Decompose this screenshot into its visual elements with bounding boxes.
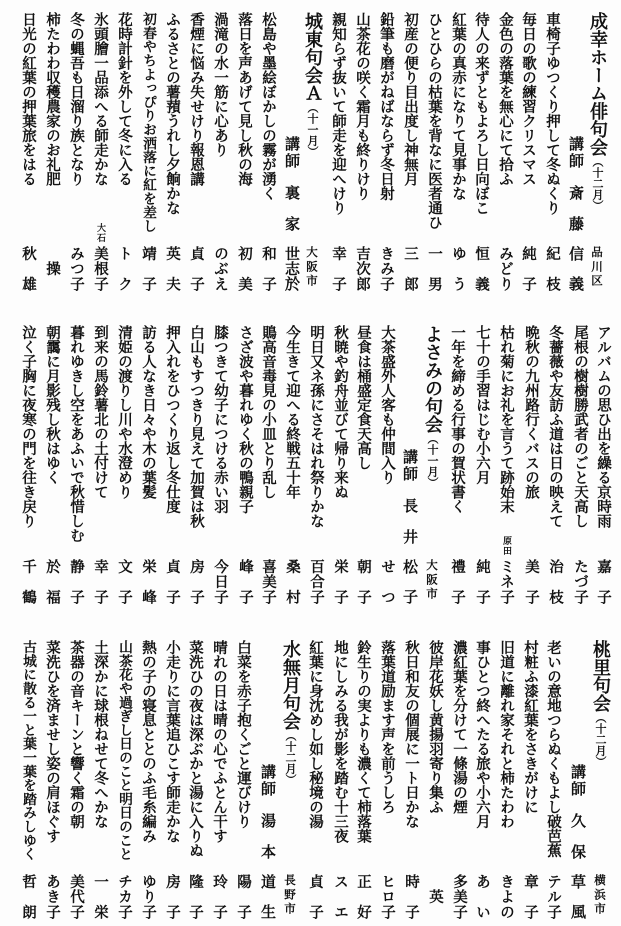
haiku-entry <box>64 0 88 300</box>
haiku-entry <box>208 0 232 300</box>
haiku-author: 正好 <box>355 874 371 919</box>
haiku-author: 隆子 <box>187 874 203 919</box>
haiku-author: 禮子 <box>449 559 465 604</box>
haiku-author: きみ子 <box>378 246 394 291</box>
haiku-text: 毎日の歌の練習クリスマス <box>520 12 536 186</box>
haiku-entry <box>40 0 64 300</box>
haiku-author: 貞子 <box>188 246 204 291</box>
haiku-text: 事ひとつ終へたる旅や小六月 <box>474 640 490 829</box>
haiku-entry <box>568 313 592 613</box>
haiku-entry <box>326 0 350 300</box>
haiku-text: 渦滝の水一筋に心あり <box>212 12 228 157</box>
haiku-text: 待人の来ずともよろし日向ぼこ <box>473 12 489 215</box>
haiku-text: 香煙に悩み失せけり報恩講 <box>188 12 204 186</box>
haiku-author: 時子 <box>403 874 419 919</box>
haiku-text: 落日を声あげて見し秋の海 <box>236 12 252 186</box>
lecturer-label: 講師 <box>283 136 301 168</box>
haiku-entry <box>398 0 422 300</box>
haiku-author: せつ <box>379 559 395 604</box>
haiku-text: 山茶花の咲く霜月も終りけり <box>354 12 370 201</box>
haiku-author: 房子 <box>164 874 180 919</box>
haiku-author: 多美子 <box>451 874 467 919</box>
haiku-entry <box>256 313 280 613</box>
haiku-entry <box>88 628 112 926</box>
haiku-entry <box>494 313 518 613</box>
section-title: 桃里句会 <box>590 640 611 712</box>
haiku-author: 一男 <box>426 246 442 291</box>
section-heading <box>588 640 612 767</box>
lecturer-surname: 久保 <box>569 813 587 859</box>
haiku-entry <box>470 313 494 613</box>
haiku-author: トク <box>116 246 132 291</box>
lecturer-given-name: 松子 <box>401 559 419 604</box>
haiku-entry <box>88 0 112 300</box>
section-title: 水無月句会 <box>280 640 301 730</box>
haiku-entry <box>40 313 64 613</box>
lecturer-given-name: 世志於 <box>283 246 301 291</box>
haiku-author: みつ子 <box>68 246 84 291</box>
haiku-text: 尾根の樹樹勝武者のごと天高し <box>572 325 588 528</box>
haiku-text: 土深かに球根ねせて冬へかな <box>92 640 108 829</box>
haiku-text: 冬薔薇や友訪ふ道は日の映えて <box>547 325 563 528</box>
haiku-text: 松島や墨絵ぼかしの霧が湧く <box>260 12 276 201</box>
haiku-entry <box>64 313 88 613</box>
haiku-entry <box>208 313 232 613</box>
section-heading <box>278 640 302 785</box>
haiku-text: 旧道に離れ家それと柿たわわ <box>498 640 514 829</box>
haiku-text: 白山もすつきり見えて加賀は秋 <box>188 325 204 528</box>
haiku-author: 嘉子 <box>595 559 611 604</box>
haiku-text: 濃紅葉を分けて一條湯の煙 <box>451 640 467 814</box>
haiku-author: 三郎 <box>402 246 418 291</box>
lecturer-surname: 湯本 <box>259 813 277 859</box>
haiku-text: 押入れをひつくり返し冬仕度 <box>164 325 180 514</box>
haiku-author: 純子 <box>474 559 490 604</box>
author-surname-prefix: 原田 <box>501 536 511 555</box>
haiku-text: さざ波や暮れゆく秋の鴨親子 <box>237 325 253 514</box>
haiku-text: 菜洗ひを済ませし姿の肩ほぐす <box>44 640 60 843</box>
haiku-text: 茶器の音キーンと響く霜の朝 <box>68 640 84 829</box>
haiku-entry <box>375 628 399 926</box>
haiku-author: 桑村 <box>284 559 300 604</box>
haiku-author: 美代子 <box>68 874 84 919</box>
haiku-text: 大茶盛外人客も仲間入り <box>379 325 395 485</box>
haiku-entry <box>470 628 494 926</box>
haiku-entry <box>494 628 518 926</box>
haiku-text: 柿たわわ収穫農家のお礼肥 <box>44 12 60 186</box>
lecturer-given-name: 信義 <box>567 246 585 291</box>
haiku-entry <box>374 0 398 300</box>
haiku-entry <box>183 628 207 926</box>
haiku-author: 一栄 <box>92 874 108 919</box>
haiku-author: 美根子 <box>92 246 108 291</box>
lecturer-column <box>280 0 304 300</box>
haiku-entry <box>304 313 328 613</box>
haiku-text: 地にしみる我が影を踏む十三夜 <box>332 640 348 843</box>
author-surname-prefix: 大石 <box>95 223 105 242</box>
haiku-text: 膝つきて幼子につける赤い羽 <box>212 325 228 514</box>
haiku-entry <box>375 313 399 613</box>
haiku-text: 車椅子ゆつくり押して冬ぬくり <box>544 12 560 215</box>
haiku-text: 清姫の渡りし川や水澄めり <box>116 325 132 499</box>
haiku-author: ゆう <box>450 246 466 291</box>
lecturer-location: 大阪市 <box>425 559 439 599</box>
haiku-author: スエ <box>332 874 348 919</box>
haiku-entry <box>184 313 208 613</box>
haiku-text: 花時計針を外して冬に入る <box>116 12 132 186</box>
lecturer-column <box>398 313 422 613</box>
section-heading <box>420 325 444 488</box>
haiku-author: 栄子 <box>332 559 348 604</box>
haiku-author: 陽子 <box>235 874 251 919</box>
haiku-entry <box>112 628 136 926</box>
haiku-text: 訪る人なき日々や木の葉髪 <box>140 325 156 499</box>
haiku-text: 金色の落葉を無心にて拾ふ <box>497 12 513 186</box>
lecturer-label: 講師 <box>401 449 419 481</box>
haiku-author: 喜美子 <box>260 559 276 604</box>
haiku-entry <box>516 0 540 300</box>
haiku-text: 紅葉に身沈めし如し秘境の湯 <box>307 640 323 829</box>
haiku-entry <box>518 628 542 926</box>
haiku-entry <box>399 628 423 926</box>
haiku-text: 秋暁や釣舟並びて帰り来ぬ <box>332 325 348 499</box>
haiku-text: 鉛筆も磨がねばならず冬日射 <box>378 12 394 201</box>
haiku-text: 到来の馬鈴薯北の土付けて <box>92 325 108 499</box>
haiku-author: 峰子 <box>237 559 253 604</box>
haiku-text: 熱の子の寝息ととのふ毛糸編み <box>140 640 156 843</box>
haiku-text: 彼岸花妖し黄揚羽寄り集ふ <box>427 640 443 814</box>
haiku-entry <box>112 0 136 300</box>
haiku-entry <box>422 0 446 300</box>
haiku-author: チカ子 <box>116 874 132 919</box>
section-month: （十一月） <box>426 433 439 488</box>
haiku-text: 枯れ菊にお礼を言うて跡始末 <box>498 325 514 514</box>
haiku-author: きよの <box>498 874 514 919</box>
haiku-text: 晩秋の九州路行くバスの旅 <box>523 325 539 499</box>
haiku-author: 操 <box>44 261 60 276</box>
haiku-author: のぶえ <box>212 246 228 291</box>
haiku-entry <box>136 313 160 613</box>
haiku-author: 貞子 <box>164 559 180 604</box>
haiku-author: あき子 <box>44 874 60 919</box>
haiku-entry <box>447 628 471 926</box>
haiku-author: ヒロ子 <box>379 874 395 919</box>
haiku-entry <box>328 313 352 613</box>
haiku-text: 鈴生りの実よりも濃くて柿落葉 <box>355 640 371 843</box>
haiku-entry <box>445 313 469 613</box>
section-month: （十二月） <box>284 730 297 785</box>
haiku-text: 昼食は桶盛定食天高し <box>355 325 371 470</box>
haiku-entry <box>16 0 40 300</box>
haiku-entry <box>350 0 374 300</box>
haiku-entry <box>136 0 160 300</box>
haiku-author: 今日子 <box>212 559 228 604</box>
section-heading <box>585 12 609 211</box>
haiku-entry <box>160 628 184 926</box>
haiku-entry <box>303 628 327 926</box>
haiku-entry <box>16 628 40 926</box>
section-month: （十一月） <box>306 102 319 157</box>
haiku-text: 今生きて迎へる終戦五十年 <box>284 325 300 499</box>
haiku-entry <box>351 313 375 613</box>
haiku-text: アルバムの思ひ出を繰る京時雨 <box>595 325 611 528</box>
haiku-entry <box>231 628 255 926</box>
haiku-entry <box>233 313 257 613</box>
haiku-entry <box>519 313 543 613</box>
section-title: 城東句会Ａ <box>302 12 323 102</box>
lecturer-surname: 斎藤 <box>567 185 585 231</box>
haiku-author: 栄峰 <box>140 559 156 604</box>
haiku-text: 晴れの日は晴の心でふとん干す <box>211 640 227 843</box>
haiku-author: 恒義 <box>473 246 489 291</box>
haiku-entry <box>541 628 565 926</box>
haiku-author: 美子 <box>523 559 539 604</box>
haiku-entry <box>540 0 564 300</box>
haiku-author: 百合子 <box>308 559 324 604</box>
haiku-text: 菜洗ひの夜は深ぶかと湯に入りぬ <box>187 640 203 858</box>
haiku-author: 初美 <box>236 246 252 291</box>
haiku-author: あい <box>474 874 490 919</box>
lecturer-location: 大阪市 <box>305 246 319 286</box>
haiku-text: 初春やちよっぴりお洒落に紅を差し <box>140 12 156 233</box>
haiku-text: 落葉道励ます声を前うしろ <box>379 640 395 814</box>
haiku-author: 静子 <box>68 559 84 604</box>
section-title-column <box>278 628 302 926</box>
haiku-author: たづ子 <box>572 559 588 604</box>
haiku-text: 初産の便り目出度し神無月 <box>402 12 418 186</box>
haiku-author: 玲子 <box>211 874 227 919</box>
haiku-text: 小走りに言葉追ひこす師走かな <box>164 640 180 843</box>
section-title: よさみの句会 <box>422 325 443 433</box>
haiku-text: ひとひらの枯葉を背なに医者通ひ <box>426 12 442 230</box>
haiku-author: 秋雄 <box>20 246 36 291</box>
haiku-entry <box>160 313 184 613</box>
haiku-author: 朝子 <box>355 559 371 604</box>
lecturer-given-name: 道生 <box>259 874 277 919</box>
haiku-author: 貞子 <box>307 874 323 919</box>
lecturer-label: 講師 <box>567 136 585 168</box>
haiku-entry <box>423 628 447 926</box>
haiku-entry <box>207 628 231 926</box>
haiku-author: 章子 <box>522 874 538 919</box>
haiku-text: 日光の紅葉の押葉旅をはる <box>20 12 36 186</box>
haiku-author: ミネ子 <box>498 559 514 604</box>
lecturer-location: 品川区 <box>590 246 604 286</box>
haiku-author: 和子 <box>260 246 276 291</box>
haiku-text: 紅葉の真赤になりて見事かな <box>450 12 466 201</box>
haiku-entry <box>469 0 493 300</box>
haiku-author: ゆり子 <box>140 874 156 919</box>
haiku-text: ふるさとの薯蕷うれし夕餉かな <box>164 12 180 215</box>
haiku-text: 親知らず抜いて師走を迎へけり <box>330 12 346 215</box>
haiku-text: 鵙高音毒見の小皿とり乱し <box>260 325 276 499</box>
haiku-author: 吉次郎 <box>354 246 370 291</box>
haiku-text: 七十の手習はじむ小六月 <box>474 325 490 485</box>
haiku-entry <box>64 628 88 926</box>
haiku-author: テル子 <box>545 874 561 919</box>
row-band-2 <box>0 313 621 625</box>
lecturer-label: 講師 <box>569 764 587 796</box>
haiku-text: 朝靄に月影残し秋はゆく <box>44 325 60 485</box>
section-month: （十二月） <box>594 712 607 767</box>
lecturer-column <box>256 628 280 926</box>
haiku-author: 靖子 <box>140 246 156 291</box>
lecturer-location: 長野市 <box>283 874 297 914</box>
lecturer-surname: 長井 <box>401 498 419 544</box>
haiku-author: 治枝 <box>547 559 563 604</box>
haiku-text: 白菜を赤子抱くごと運びけり <box>235 640 251 829</box>
section-month: （十二月） <box>591 156 604 211</box>
haiku-entry <box>160 0 184 300</box>
haiku-author: 紀枝 <box>544 246 560 291</box>
haiku-entry <box>493 0 517 300</box>
haiku-text: 村粧ふ漆紅葉をさきがけに <box>522 640 538 814</box>
haiku-entry <box>40 628 64 926</box>
row-band-1 <box>0 0 621 312</box>
haiku-author: 幸子 <box>330 246 346 291</box>
haiku-text: 冬の蝿吾も日溜り族となり <box>68 12 84 186</box>
lecturer-label: 講師 <box>259 764 277 796</box>
haiku-text: 老いの意地つらぬくもよし破芭蕉 <box>545 640 561 858</box>
haiku-text: 古城に散る一と葉一葉を踏みしゆく <box>20 640 36 861</box>
lecturer-column <box>564 0 588 300</box>
haiku-entry <box>184 0 208 300</box>
haiku-author: 房子 <box>188 559 204 604</box>
haiku-text: 泣く子胸に夜寒の門を往き戻り <box>20 325 36 528</box>
haiku-entry <box>280 313 304 613</box>
lecturer-location: 横浜市 <box>593 874 607 914</box>
section-title: 成幸ホーム俳句会 <box>587 12 608 156</box>
haiku-text: 暮れゆきし空をあふいで秋惜しむ <box>68 325 84 543</box>
haiku-entry <box>16 313 40 613</box>
lecturer-surname: 裏家 <box>283 185 301 231</box>
haiku-entry <box>136 628 160 926</box>
haiku-text: 一年を締める行事の賀状書く <box>449 325 465 514</box>
haiku-author: 於福 <box>44 559 60 604</box>
haiku-entry <box>351 628 375 926</box>
section-title-column <box>585 0 609 300</box>
haiku-entry <box>543 313 567 613</box>
haiku-author: 幸子 <box>92 559 108 604</box>
lecturer-column <box>566 628 590 926</box>
haiku-author: 千鶴 <box>20 559 36 604</box>
haiku-author: 英夫 <box>164 246 180 291</box>
haiku-entry <box>88 313 112 613</box>
section-title-column <box>420 313 444 613</box>
haiku-text: 山茶花や過ぎし日のこと明日のこと <box>116 640 132 861</box>
haiku-author: 文子 <box>116 559 132 604</box>
haiku-author: みどり <box>497 246 513 291</box>
section-title-column <box>588 628 612 926</box>
haiku-text: 秋日和友の個展に一ト日かな <box>403 640 419 829</box>
haiku-author: 哲朗 <box>20 874 36 919</box>
haiku-entry <box>256 0 280 300</box>
haiku-entry <box>328 628 352 926</box>
haiku-entry <box>591 313 615 613</box>
lecturer-given-name: 草風 <box>569 874 587 919</box>
haiku-text: 明日又ネ孫にさそはれ祭りかな <box>308 325 324 528</box>
haiku-entry <box>112 313 136 613</box>
haiku-entry <box>446 0 470 300</box>
haiku-entry <box>232 0 256 300</box>
row-band-3 <box>0 628 621 926</box>
haiku-text: 氷頭膾一品添へる師走かな <box>92 12 108 186</box>
haiku-author: 英 <box>427 889 443 904</box>
haiku-author: 純子 <box>520 246 536 291</box>
